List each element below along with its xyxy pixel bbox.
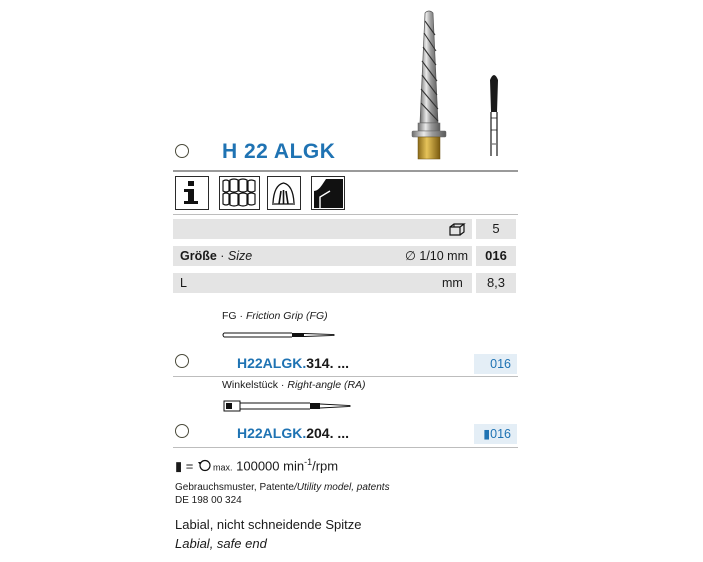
- select-circle-ra[interactable]: [175, 424, 189, 438]
- shank-fg-en: Friction Grip (FG): [245, 310, 328, 322]
- profile-icon: [311, 176, 345, 210]
- bur-outline-image: [484, 68, 504, 160]
- rotation-icon: [197, 459, 213, 472]
- shank-ra-label: [222, 379, 366, 391]
- size-code-fg: 016: [474, 354, 517, 374]
- shank-fg-sep: ·: [236, 310, 246, 322]
- pack-qty: 5: [476, 219, 516, 239]
- shank-ra-de: Winkelstück: [222, 379, 279, 391]
- note-en-text: Labial, safe end: [175, 536, 267, 551]
- code-fg-suffix: 314. ...: [306, 355, 350, 371]
- size-code-ra: ▮016: [474, 424, 517, 444]
- note-en: [175, 536, 267, 551]
- size-sep: ·: [216, 249, 228, 263]
- length-row: [173, 273, 472, 293]
- bur-large-image: [405, 5, 455, 160]
- title-divider: [173, 170, 518, 172]
- speed-max-label: max.: [212, 462, 233, 473]
- length-unit: mm: [442, 276, 463, 290]
- size-label: [180, 246, 252, 266]
- speed-exp: -1: [304, 457, 313, 467]
- package-icon: [448, 222, 466, 237]
- teeth-icon: [219, 176, 260, 210]
- shank-ra-sep: ·: [278, 379, 288, 391]
- size-label-de: Größe: [180, 249, 217, 263]
- patent-line1: [175, 482, 390, 493]
- select-circle-fg[interactable]: [175, 354, 189, 368]
- speed-value: 100000 min: [236, 458, 305, 474]
- ra-shank-drawing: [222, 397, 357, 415]
- select-circle-main[interactable]: [175, 144, 189, 158]
- speed-prefix: ▮ =: [175, 458, 194, 474]
- length-label: L: [180, 276, 187, 290]
- code-ra-suffix: 204. ...: [306, 425, 350, 441]
- fg-divider: [173, 376, 518, 377]
- code-ra-main: H22ALGK.: [237, 425, 307, 441]
- code-ra: [237, 425, 349, 441]
- code-fg-main: H22ALGK.: [237, 355, 307, 371]
- speed-line: [175, 457, 338, 474]
- icons-divider: [173, 214, 518, 215]
- fg-shank-drawing: [222, 328, 342, 342]
- info-icon: [175, 176, 209, 210]
- code-fg: [237, 355, 349, 371]
- size-unit: ∅ 1/10 mm: [405, 249, 468, 263]
- patent-en: /Utility model, patents: [293, 482, 390, 493]
- shank-ra-en: Right-angle (RA): [287, 379, 366, 391]
- size-value: 016: [476, 246, 516, 266]
- pack-row: [173, 219, 472, 239]
- crown-icon: [267, 176, 301, 210]
- shank-fg-label: [222, 310, 328, 322]
- note-de: Labial, nicht schneidende Spitze: [175, 517, 362, 532]
- ra-divider: [173, 447, 518, 448]
- product-title: H 22 ALGK: [222, 140, 336, 163]
- shank-fg-de: FG: [222, 310, 237, 322]
- patent-line2: DE 198 00 324: [175, 495, 242, 506]
- patent-de: Gebrauchsmuster, Patente: [175, 482, 294, 493]
- speed-unit: /rpm: [312, 458, 339, 474]
- length-value: 8,3: [476, 273, 516, 293]
- size-label-en: Size: [227, 249, 253, 263]
